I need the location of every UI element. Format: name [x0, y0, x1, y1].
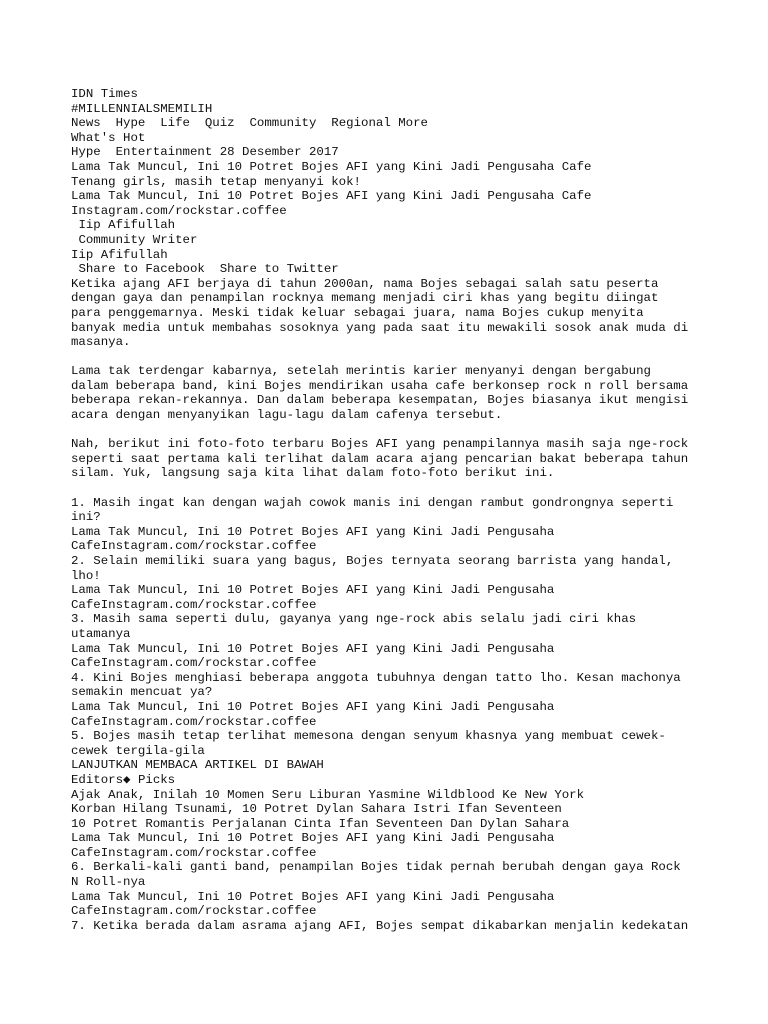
image-caption: Lama Tak Muncul, Ini 10 Potret Bojes AFI yang Kini Jadi Pengusaha CafeInstagram.com/rockstar.coffee [71, 524, 555, 554]
nav-item-life[interactable]: Life [160, 116, 190, 131]
nav-item-news[interactable]: News [71, 116, 101, 131]
share-twitter-button[interactable]: Share to Twitter [219, 262, 339, 277]
nav-item-regional[interactable]: Regional [331, 116, 391, 131]
editors-picks-label: Editors◆ Picks [71, 772, 176, 787]
article-date: 28 Desember 2017 [219, 145, 339, 160]
list-item-heading: 7. Ketika berada dalam asrama ajang AFI, Bojes sempat dikabarkan menjalin kedekatan [71, 918, 689, 933]
image-caption: Lama Tak Muncul, Ini 10 Potret Bojes AFI yang Kini Jadi Pengusaha CafeInstagram.com/rockstar.coffee [71, 699, 555, 729]
continue-reading-label: LANJUTKAN MEMBACA ARTIKEL DI BAWAH [71, 758, 324, 773]
editors-pick-link[interactable]: Ajak Anak, Inilah 10 Momen Seru Liburan Yasmine Wildblood Ke New York [71, 787, 585, 802]
section-link[interactable]: Entertainment [115, 145, 213, 160]
editors-pick-link[interactable]: 10 Potret Romantis Perjalanan Cinta Ifan Seventeen Dan Dylan Sahara [71, 816, 570, 831]
author-name: Iip Afifullah [71, 247, 168, 262]
article-paragraph: Nah, berikut ini foto-foto terbaru Bojes AFI yang penampilannya masih saja nge-rock seperti saat pertama kali terlihat dalam acara ajang pencarian bakat beberapa tahun silam. Yuk, langsung saja kita lihat dalam foto-foto berikut ini. [71, 437, 689, 481]
author-name-link[interactable]: Iip Afifullah [78, 218, 176, 233]
site-name[interactable]: IDN Times [71, 87, 138, 101]
editors-pick-link[interactable]: Korban Hilang Tsunami, 10 Potret Dylan Sahara Istri Ifan Seventeen [71, 802, 562, 817]
author-role: Community Writer [78, 232, 198, 247]
list-item-heading: 3. Masih sama seperti dulu, gayanya yang nge-rock abis selalu jadi ciri khas utamanya [71, 612, 637, 641]
list-item-heading: 1. Masih ingat kan dengan wajah cowok manis ini dengan rambut gondrongnya seperti ini? [71, 495, 674, 525]
share-bar [71, 262, 711, 277]
nav-item-community[interactable]: Community [249, 116, 317, 131]
list-item-heading: 4. Kini Bojes menghiasi beberapa anggota tubuhnya dengan tatto lho. Kesan machonya semakin mencuat ya? [71, 670, 681, 700]
article-meta [71, 145, 711, 160]
whats-hot-link[interactable]: What's Hot [71, 130, 146, 145]
article-paragraph: Ketika ajang AFI berjaya di tahun 2000an, nama Bojes sebagai salah satu peserta dengan gaya dan penampilan rocknya memang menjadi ciri khas yang begitu diingat para penggemarnya. Meski tidak keluar sebagai juara, nama Bojes cukup menyita banyak media untuk membahas sosoknya yang pada saat itu mewakili sosok anak muda di masanya. [71, 276, 689, 350]
category-link[interactable]: Hype [71, 145, 101, 160]
image-caption: Lama Tak Muncul, Ini 10 Potret Bojes AFI yang Kini Jadi Pengusaha CafeInstagram.com/rockstar.coffee [71, 641, 555, 671]
article-subtitle: Tenang girls, masih tetap menyanyi kok! [71, 174, 361, 189]
article-document [71, 87, 711, 933]
hashtag-link[interactable]: #MILLENNIALSMEMILIH [71, 101, 213, 116]
article-title: Lama Tak Muncul, Ini 10 Potret Bojes AFI yang Kini Jadi Pengusaha Cafe [71, 159, 592, 174]
nav-item-quiz[interactable]: Quiz [204, 116, 235, 131]
nav-item-more[interactable]: More [398, 116, 428, 131]
image-caption: Lama Tak Muncul, Ini 10 Potret Bojes AFI yang Kini Jadi Pengusaha CafeInstagram.com/rockstar.coffee [71, 583, 555, 612]
share-facebook-button[interactable]: Share to Facebook [78, 262, 205, 277]
image-caption: Lama Tak Muncul, Ini 10 Potret Bojes AFI yang Kini Jadi Pengusaha CafeInstagram.com/rockstar.coffee [71, 889, 555, 919]
article-paragraph: Lama tak terdengar kabarnya, setelah merintis karier menyanyi dengan bergabung dalam beberapa band, kini Bojes mendirikan usaha cafe berkonsep rock n roll bersama beberapa rekan-rekannya. Dan dalam beberapa kesempatan, Bojes biasanya ikut mengisi acara dengan menyanyikan lagu-lagu dalam cafenya tersebut. [71, 364, 689, 423]
main-nav [71, 116, 711, 131]
hero-image-caption: Lama Tak Muncul, Ini 10 Potret Bojes AFI yang Kini Jadi Pengusaha Cafe [71, 189, 592, 204]
nav-item-hype[interactable]: Hype [115, 116, 146, 131]
list-item-heading: 5. Bojes masih tetap terlihat memesona dengan senyum khasnya yang membuat cewek- cewek tergila-gila [71, 729, 666, 758]
image-caption: Lama Tak Muncul, Ini 10 Potret Bojes AFI yang Kini Jadi Pengusaha CafeInstagram.com/rockstar.coffee [71, 831, 555, 860]
list-item-heading: 2. Selain memiliki suara yang bagus, Bojes ternyata seorang barrista yang handal, lho! [71, 554, 674, 583]
hero-image-credit: Instagram.com/rockstar.coffee [71, 203, 287, 218]
list-item-heading: 6. Berkali-kali ganti band, penampilan Bojes tidak pernah berubah dengan gaya Rock N Roll-nya [71, 860, 681, 890]
